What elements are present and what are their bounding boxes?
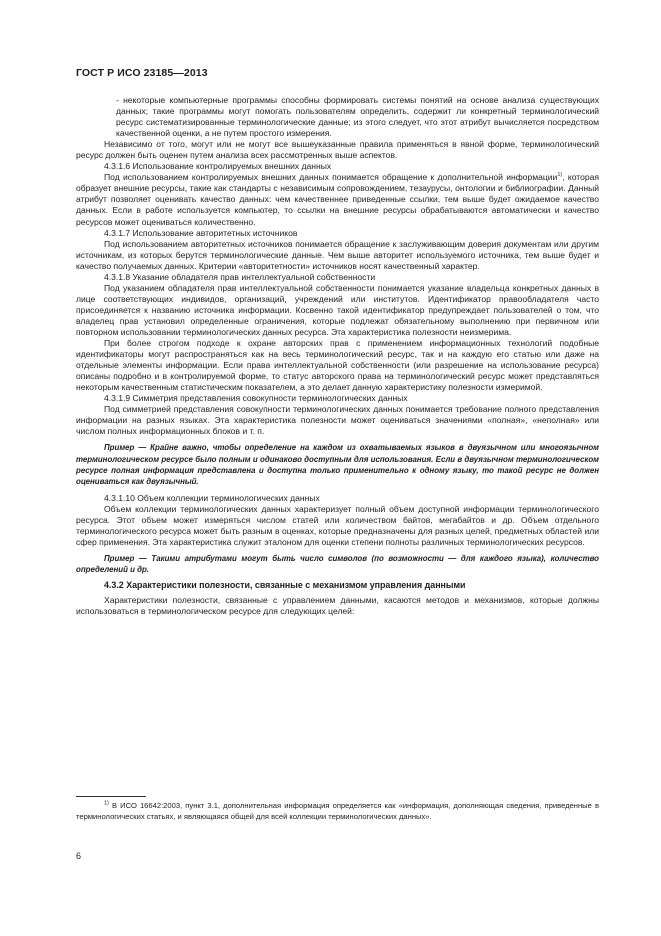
footnote-mark: 1): [104, 800, 109, 807]
section-4-3-2-heading: 4.3.2 Характеристики полезности, связанные с механизмом управления данными: [104, 580, 466, 591]
example-note-symmetry: Пример — Крайне важно, чтобы определение на каждом из охватываемых языков в двуязычном или многоязычном терминологическом ресурсе было полным и одинаково доступным для использования. Если в двуязычном терминологическом ресурсе полная информация представлена и доступна только применительно к одному языку, то такой ресурс не должен оцениваться как двуязычный.: [76, 443, 599, 487]
document-header: ГОСТ Р ИСО 23185—2013: [76, 67, 208, 79]
page-number: 6: [76, 851, 82, 861]
subsection-4-3-1-8-text-2: При более строгом подходе к охране авторских прав с применением информационных технологий подобные идентификаторы могут распространяться как на весь терминологический ресурс, так и на каждую его статью или даже на отдельные элементы информации. Если права интеллектуальной собственности (или разрешение на использование ресурса) описаны подробно и в контролируемой форме, то статус авторского права на терминологический ресурс может представляться некоторым качественным статистическим показателем, а это делает данную характеристику полезности измеримой.: [76, 338, 599, 393]
footnote-text: В ИСО 16642:2003, пункт 3.1, дополнительная информация определяется как «информация, дополняющая сведения, приведенные в терминологических статьях, и являющаяся общей для всей коллекции терминологических данных».: [76, 801, 599, 821]
text-part-a: Под использованием контролируемых внешних данных понимается обращение к дополнительной информации: [104, 172, 558, 183]
subsection-4-3-1-7-text: Под использованием авторитетных источников понимается обращение к заслуживающим доверия документам или другим источникам, из которых берутся терминологические данные. Чем выше авторитет используемого источника, тем выше будет и качество получаемых данных. Критерии «авторитетности» источников носят качественный характер.: [76, 238, 599, 271]
footnote: [76, 800, 599, 822]
subsection-4-3-1-10-heading: 4.3.1.10 Объем коллекции терминологических данных: [104, 492, 320, 503]
subsection-4-3-1-8-heading: 4.3.1.8 Указание обладателя прав интеллектуальной собственности: [104, 271, 376, 282]
example-note-volume: Пример — Такими атрибутами могут быть число символов (по возможности — для каждого языка), количество определений и др.: [76, 553, 599, 575]
subsection-4-3-1-7-heading: 4.3.1.7 Использование авторитетных источников: [104, 227, 298, 238]
subsection-4-3-1-9-heading: 4.3.1.9 Симметрия представления совокупности терминологических данных: [104, 393, 408, 404]
section-4-3-2-text: Характеристики полезности, связанные с управлением данными, касаются методов и механизмов, которые должны использоваться в терминологическом ресурсе для следующих целей:: [76, 594, 599, 616]
subsection-4-3-1-6-heading: 4.3.1.6 Использование контролируемых внешних данных: [104, 161, 332, 172]
paragraph-independent: Независимо от того, могут или не могут все вышеуказанные правила применяться в явной форме, терминологический ресурс должен быть оценен путем анализа всех рассмотренных выше аспектов.: [76, 139, 599, 161]
subsection-4-3-1-6-text: [76, 172, 599, 227]
subsection-4-3-1-8-text-1: Под указанием обладателя прав интеллектуальной собственности понимается указание владельца конкретных данных в лице соответствующих индивидов, организаций, учреждений или институтов. Идентификатор правообладателя часто присоединяется к названию источника информации. Косвенно такой идентификатор предупреждает пользователей о том, что владелец прав установил определенные ограничения, которые подлежат обязательному выполнению при первичном или повторном использовании терминологических данных ресурса. Эта характеристика полезности неизмерима.: [76, 282, 599, 337]
subsection-4-3-1-10-text: Объем коллекции терминологических данных характеризует полный объем доступной информации терминологического ресурса. Этот объем может измеряться числом статей или количеством байтов, мегабайтов и др. Объем отдельного терминологического ресурса может быть разным в оценках, которые предназначены для разных целей, предметных областей или сфер применения. Эта характеристика служит эталоном для оценки степени полноты различных терминологических ресурсов.: [76, 503, 599, 547]
list-item-dash: - некоторые компьютерные программы способны формировать системы понятий на основе анализа существующих данных; такие программы могут помогать пользователям определить, содержит ли конкретный терминологический ресурс систематизированные терминологические данные; из этого следует, что этот атрибут вычисляется посредством качественной оценки, а не путем простого измерения.: [116, 95, 599, 139]
footnote-separator: [76, 796, 146, 797]
text-part-b: , которая образует внешние ресурсы, такие как стандарты с независимым сопровождением, тезаурусы, онтологии и библиографии. Данный атрибут позволяет оценивать качество данных: чем качественнее приведенные ссылки, тем выше будет ожидаемое качество данных. Если в работе используется компьютер, то ссылки на внешние ресурсы обрабатываются автоматически и качество ресурсов может оцениваться количественно.: [76, 172, 600, 227]
page-body: [76, 95, 599, 617]
subsection-4-3-1-9-text: Под симметрией представления совокупности терминологических данных понимается требование полного представления информации на разных языках. Эта характеристика полезности может оцениваться значениями «полная», «неполная» или числом полных информационных блоков и т. п.: [76, 404, 599, 437]
footnote-reference: 1): [557, 172, 563, 179]
